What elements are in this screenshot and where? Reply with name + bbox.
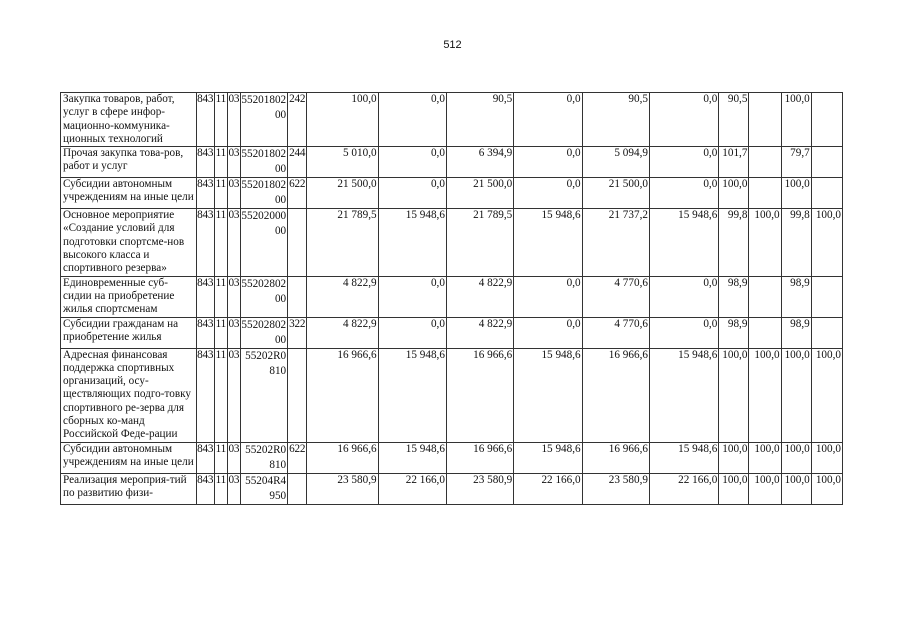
expense-type-cell: [288, 276, 307, 317]
grbs-cell: 843: [196, 209, 214, 276]
percent-cell-3: 100,0: [781, 348, 811, 442]
section-cell: 11: [214, 209, 227, 276]
value-cell-1: 5 010,0: [307, 147, 378, 178]
percent-cell-2: [749, 276, 781, 317]
section-cell: 11: [214, 348, 227, 442]
value-cell-1: 21 789,5: [307, 209, 378, 276]
value-cell-4: 22 166,0: [514, 473, 582, 504]
value-cell-3: 6 394,9: [446, 147, 513, 178]
value-cell-4: 15 948,6: [514, 348, 582, 442]
grbs-cell: 843: [196, 147, 214, 178]
value-cell-3: 90,5: [446, 93, 513, 147]
percent-cell-3: 100,0: [781, 93, 811, 147]
percent-cell-2: [749, 317, 781, 348]
value-cell-5: 23 580,9: [582, 473, 649, 504]
value-cell-6: 0,0: [649, 147, 718, 178]
grbs-cell: 843: [196, 348, 214, 442]
subsection-cell: 03: [227, 473, 240, 504]
value-cell-5: 16 966,6: [582, 348, 649, 442]
value-cell-2: 15 948,6: [378, 442, 446, 473]
name-cell: Основное мероприятие «Создание условий для подготовки спортсме-нов высокого класса и спортивного резерва»: [61, 209, 197, 276]
value-cell-5: 4 770,6: [582, 317, 649, 348]
section-cell: 11: [214, 147, 227, 178]
percent-cell-2: 100,0: [749, 348, 781, 442]
target-article-cell: 5520280200: [240, 317, 287, 348]
value-cell-5: 90,5: [582, 93, 649, 147]
percent-cell-1: 99,8: [719, 209, 749, 276]
percent-cell-3: 100,0: [781, 178, 811, 209]
value-cell-4: 0,0: [514, 93, 582, 147]
expense-type-cell: 244: [288, 147, 307, 178]
expense-type-cell: [288, 473, 307, 504]
table-row: [61, 147, 843, 178]
name-cell: Субсидии гражданам на приобретение жилья: [61, 317, 197, 348]
table-body: [61, 93, 843, 505]
percent-cell-3: 98,9: [781, 276, 811, 317]
percent-cell-3: 79,7: [781, 147, 811, 178]
target-article-cell: 5520180200: [240, 147, 287, 178]
name-cell: Реализация мероприя-тий по развитию физи-: [61, 473, 197, 504]
percent-cell-3: 100,0: [781, 442, 811, 473]
subsection-cell: 03: [227, 442, 240, 473]
value-cell-1: 21 500,0: [307, 178, 378, 209]
value-cell-6: 15 948,6: [649, 442, 718, 473]
table-row: [61, 348, 843, 442]
expense-type-cell: 622: [288, 178, 307, 209]
section-cell: 11: [214, 276, 227, 317]
table-row: [61, 442, 843, 473]
percent-cell-1: 101,7: [719, 147, 749, 178]
target-article-cell: 55204R4950: [240, 473, 287, 504]
value-cell-5: 21 737,2: [582, 209, 649, 276]
value-cell-1: 16 966,6: [307, 348, 378, 442]
value-cell-4: 15 948,6: [514, 209, 582, 276]
value-cell-3: 21 789,5: [446, 209, 513, 276]
percent-cell-1: 100,0: [719, 473, 749, 504]
target-article-cell: 5520180200: [240, 178, 287, 209]
percent-cell-3: 98,9: [781, 317, 811, 348]
percent-cell-2: [749, 178, 781, 209]
percent-cell-2: 100,0: [749, 473, 781, 504]
percent-cell-4: 100,0: [811, 473, 842, 504]
table-row: [61, 317, 843, 348]
grbs-cell: 843: [196, 93, 214, 147]
value-cell-1: 4 822,9: [307, 276, 378, 317]
expense-type-cell: 322: [288, 317, 307, 348]
target-article-cell: 55202R0810: [240, 442, 287, 473]
percent-cell-2: [749, 93, 781, 147]
value-cell-1: 4 822,9: [307, 317, 378, 348]
value-cell-6: 0,0: [649, 178, 718, 209]
value-cell-4: 0,0: [514, 178, 582, 209]
page-number: 512: [443, 39, 462, 51]
percent-cell-4: 100,0: [811, 348, 842, 442]
subsection-cell: 03: [227, 178, 240, 209]
value-cell-3: 16 966,6: [446, 348, 513, 442]
table-row: [61, 276, 843, 317]
subsection-cell: 03: [227, 276, 240, 317]
value-cell-6: 0,0: [649, 276, 718, 317]
value-cell-2: 0,0: [378, 178, 446, 209]
value-cell-2: 15 948,6: [378, 209, 446, 276]
name-cell: Прочая закупка това-ров, работ и услуг: [61, 147, 197, 178]
value-cell-2: 0,0: [378, 317, 446, 348]
percent-cell-2: 100,0: [749, 209, 781, 276]
percent-cell-4: [811, 147, 842, 178]
value-cell-6: 22 166,0: [649, 473, 718, 504]
budget-table: [60, 92, 843, 505]
percent-cell-3: 99,8: [781, 209, 811, 276]
value-cell-4: 15 948,6: [514, 442, 582, 473]
section-cell: 11: [214, 93, 227, 147]
value-cell-3: 4 822,9: [446, 276, 513, 317]
expense-type-cell: 242: [288, 93, 307, 147]
grbs-cell: 843: [196, 317, 214, 348]
grbs-cell: 843: [196, 276, 214, 317]
name-cell: Закупка товаров, работ, услуг в сфере инфор-мационно-коммуника-ционных технологий: [61, 93, 197, 147]
table-row: [61, 178, 843, 209]
percent-cell-4: 100,0: [811, 209, 842, 276]
value-cell-3: 21 500,0: [446, 178, 513, 209]
value-cell-6: 15 948,6: [649, 209, 718, 276]
percent-cell-4: [811, 93, 842, 147]
section-cell: 11: [214, 317, 227, 348]
percent-cell-2: 100,0: [749, 442, 781, 473]
value-cell-1: 100,0: [307, 93, 378, 147]
table-row: [61, 209, 843, 276]
section-cell: 11: [214, 178, 227, 209]
percent-cell-2: [749, 147, 781, 178]
subsection-cell: 03: [227, 348, 240, 442]
name-cell: Единовременные суб-сидии на приобретение жилья спортсменам: [61, 276, 197, 317]
value-cell-6: 0,0: [649, 317, 718, 348]
value-cell-1: 23 580,9: [307, 473, 378, 504]
value-cell-3: 4 822,9: [446, 317, 513, 348]
grbs-cell: 843: [196, 178, 214, 209]
name-cell: Субсидии автономным учреждениям на иные цели: [61, 178, 197, 209]
percent-cell-1: 100,0: [719, 348, 749, 442]
percent-cell-1: 98,9: [719, 317, 749, 348]
expense-type-cell: [288, 348, 307, 442]
target-article-cell: 55202R0810: [240, 348, 287, 442]
percent-cell-1: 100,0: [719, 178, 749, 209]
section-cell: 11: [214, 473, 227, 504]
value-cell-2: 0,0: [378, 276, 446, 317]
value-cell-6: 0,0: [649, 93, 718, 147]
table-row: [61, 473, 843, 504]
value-cell-4: 0,0: [514, 276, 582, 317]
grbs-cell: 843: [196, 442, 214, 473]
value-cell-5: 16 966,6: [582, 442, 649, 473]
percent-cell-4: 100,0: [811, 442, 842, 473]
value-cell-3: 16 966,6: [446, 442, 513, 473]
percent-cell-4: [811, 276, 842, 317]
target-article-cell: 5520200000: [240, 209, 287, 276]
expense-type-cell: 622: [288, 442, 307, 473]
percent-cell-4: [811, 178, 842, 209]
grbs-cell: 843: [196, 473, 214, 504]
table-row: [61, 93, 843, 147]
percent-cell-1: 100,0: [719, 442, 749, 473]
percent-cell-1: 90,5: [719, 93, 749, 147]
percent-cell-1: 98,9: [719, 276, 749, 317]
value-cell-5: 4 770,6: [582, 276, 649, 317]
subsection-cell: 03: [227, 317, 240, 348]
section-cell: 11: [214, 442, 227, 473]
subsection-cell: 03: [227, 209, 240, 276]
percent-cell-3: 100,0: [781, 473, 811, 504]
value-cell-6: 15 948,6: [649, 348, 718, 442]
name-cell: Адресная финансовая поддержка спортивных организаций, осу-ществляющих подго-товку спортивного ре-зерва для сборных ко-манд Российской Феде-рации: [61, 348, 197, 442]
expense-type-cell: [288, 209, 307, 276]
value-cell-3: 23 580,9: [446, 473, 513, 504]
target-article-cell: 5520280200: [240, 276, 287, 317]
target-article-cell: 5520180200: [240, 93, 287, 147]
value-cell-2: 0,0: [378, 147, 446, 178]
value-cell-2: 22 166,0: [378, 473, 446, 504]
value-cell-4: 0,0: [514, 147, 582, 178]
value-cell-4: 0,0: [514, 317, 582, 348]
value-cell-1: 16 966,6: [307, 442, 378, 473]
value-cell-5: 5 094,9: [582, 147, 649, 178]
value-cell-5: 21 500,0: [582, 178, 649, 209]
subsection-cell: 03: [227, 93, 240, 147]
value-cell-2: 15 948,6: [378, 348, 446, 442]
value-cell-2: 0,0: [378, 93, 446, 147]
percent-cell-4: [811, 317, 842, 348]
subsection-cell: 03: [227, 147, 240, 178]
name-cell: Субсидии автономным учреждениям на иные цели: [61, 442, 197, 473]
